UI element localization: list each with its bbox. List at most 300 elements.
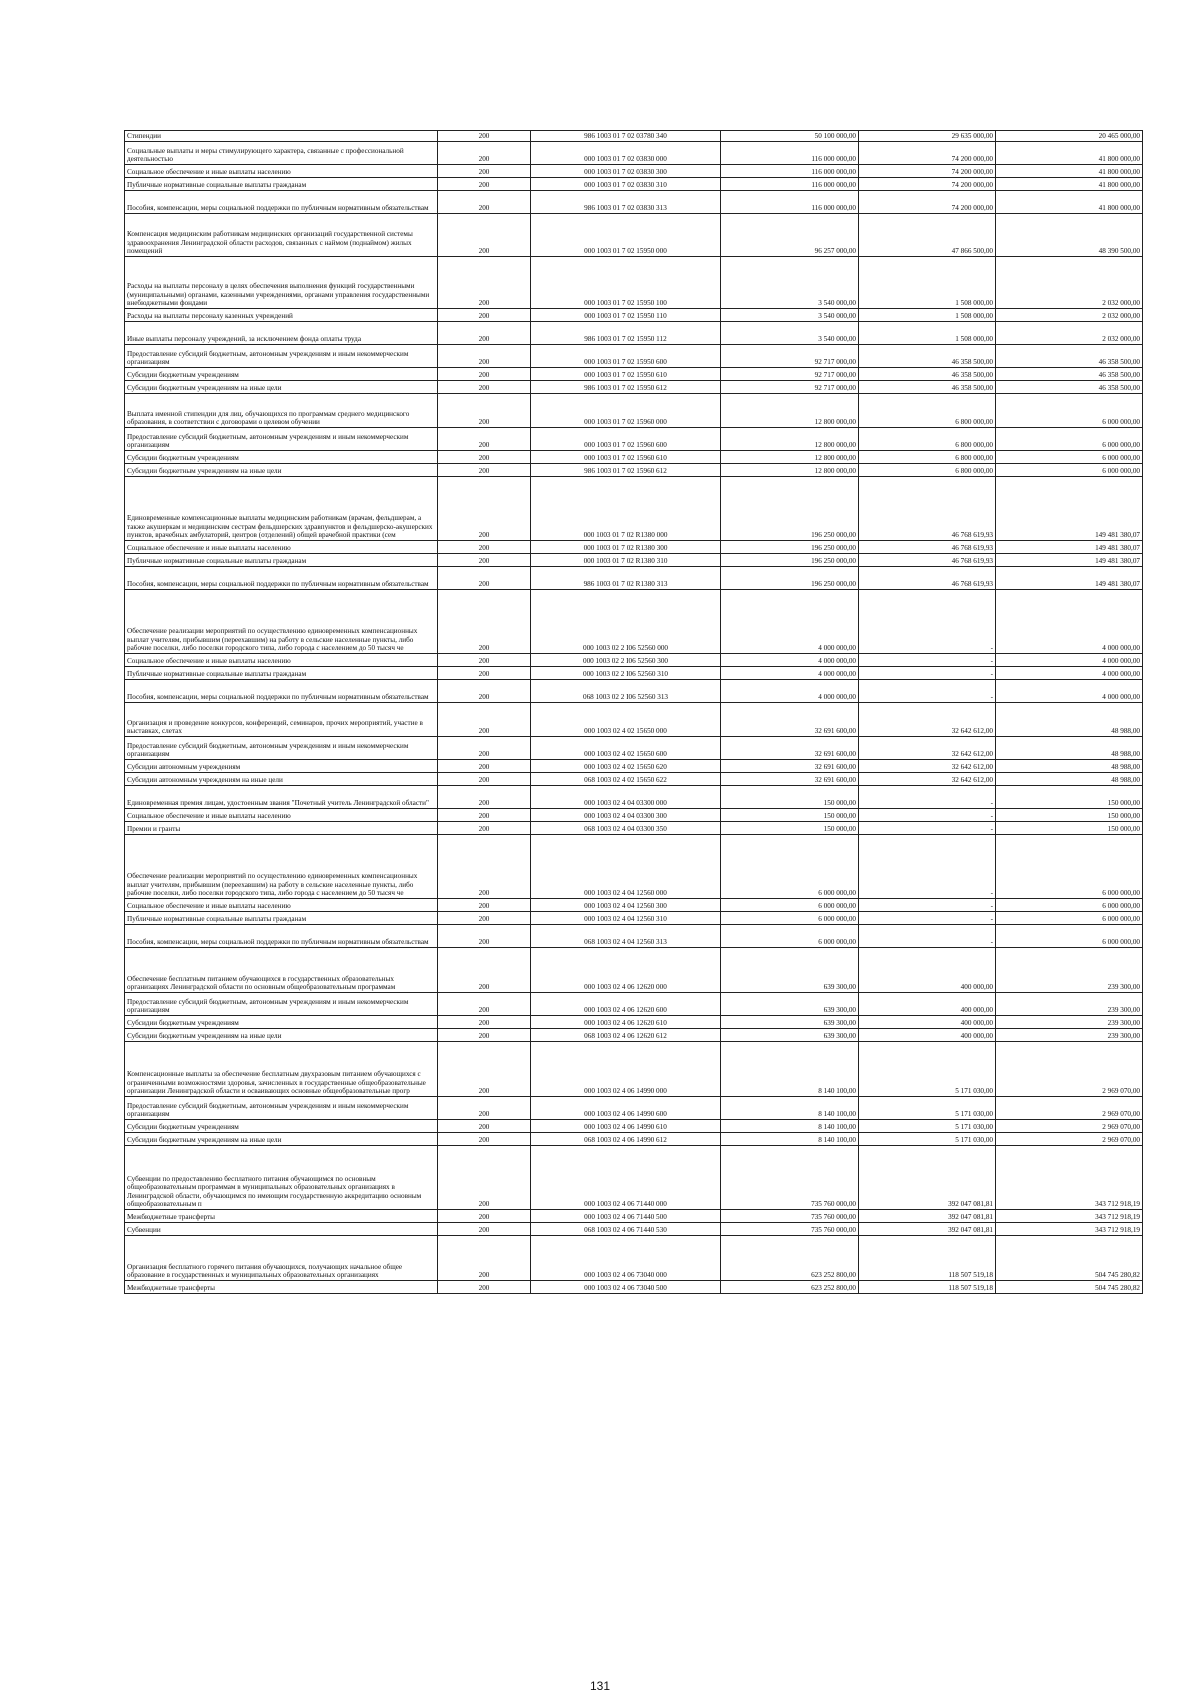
table-cell-name: Социальное обеспечение и иные выплаты населению [125,165,438,178]
table-cell-unexecuted: 2 032 000,00 [996,322,1143,345]
table-cell-executed: 1 508 000,00 [859,257,996,309]
table-row [125,554,1143,567]
table-cell-executed: 1 508 000,00 [859,309,996,322]
table-cell-name: Субсидии автономным учреждениям на иные цели [125,773,438,786]
table-cell-name: Единовременная премия лицам, удостоенным звания "Почетный учитель Ленинградской области" [125,786,438,809]
table-cell-approved: 32 691 600,00 [721,703,859,737]
table-cell-code: 200 [438,590,531,654]
table-cell-executed: - [859,680,996,703]
table-cell-code: 200 [438,925,531,948]
table-cell-unexecuted: 2 969 070,00 [996,1097,1143,1120]
table-cell-executed: 46 358 500,00 [859,381,996,394]
table-cell-executed: 46 768 619,93 [859,567,996,590]
table-cell-csr: 000 1003 02 4 04 12560 300 [531,899,721,912]
table-row [125,345,1143,368]
table-row [125,737,1143,760]
table-cell-unexecuted: 239 300,00 [996,993,1143,1016]
table-cell-approved: 4 000 000,00 [721,680,859,703]
table-cell-approved: 639 300,00 [721,993,859,1016]
table-cell-csr: 000 1003 02 4 06 14990 610 [531,1120,721,1133]
table-cell-name: Социальное обеспечение и иные выплаты населению [125,654,438,667]
table-cell-code: 200 [438,1133,531,1146]
table-row [125,309,1143,322]
table-cell-approved: 8 140 100,00 [721,1097,859,1120]
table-cell-code: 200 [438,142,531,165]
table-row [125,760,1143,773]
table-cell-code: 200 [438,809,531,822]
table-cell-unexecuted: 149 481 380,07 [996,567,1143,590]
table-cell-csr: 000 1003 02 4 06 73040 500 [531,1281,721,1294]
table-row [125,451,1143,464]
table-cell-approved: 196 250 000,00 [721,567,859,590]
table-cell-csr: 000 1003 01 7 02 R1380 000 [531,477,721,541]
table-cell-code: 200 [438,191,531,214]
table-cell-executed: 32 642 612,00 [859,703,996,737]
table-cell-csr: 000 1003 01 7 02 15960 000 [531,394,721,428]
table-cell-unexecuted: 6 000 000,00 [996,464,1143,477]
table-cell-csr: 000 1003 02 4 02 15650 600 [531,737,721,760]
table-cell-code: 200 [438,1210,531,1223]
table-cell-csr: 000 1003 01 7 02 15960 600 [531,428,721,451]
table-cell-code: 200 [438,1146,531,1210]
table-cell-code: 200 [438,835,531,899]
table-cell-executed: 400 000,00 [859,1029,996,1042]
table-row [125,322,1143,345]
table-cell-approved: 639 300,00 [721,948,859,993]
table-row [125,1016,1143,1029]
table-cell-code: 200 [438,899,531,912]
table-cell-code: 200 [438,1236,531,1281]
table-cell-code: 200 [438,428,531,451]
table-cell-unexecuted: 504 745 280,82 [996,1281,1143,1294]
table-cell-code: 200 [438,737,531,760]
table-row [125,178,1143,191]
table-cell-approved: 6 000 000,00 [721,925,859,948]
table-cell-name: Пособия, компенсации, меры социальной поддержки по публичным нормативным обязательствам [125,925,438,948]
table-row [125,381,1143,394]
table-cell-code: 200 [438,1097,531,1120]
table-cell-name: Пособия, компенсации, меры социальной поддержки по публичным нормативным обязательствам [125,567,438,590]
table-cell-csr: 000 1003 01 7 02 15950 610 [531,368,721,381]
table-cell-unexecuted: 6 000 000,00 [996,394,1143,428]
table-cell-name: Единовременные компенсационные выплаты медицинским работникам (врачам, фельдшерам, а также акушеркам и медицинским сестрам фельдшерских здравпунктов и фельдшерско-акушерских пунктов, врачебных амбулаторий, центров (отделений) общей врачебной практики (сем [125,477,438,541]
table-cell-code: 200 [438,786,531,809]
table-cell-name: Организация бесплатного горячего питания обучающихся, получающих начальное общее образование в государственных и муниципальных образовательных организациях [125,1236,438,1281]
table-row [125,773,1143,786]
table-cell-name: Субсидии бюджетным учреждениям на иные цели [125,381,438,394]
table-cell-csr: 068 1003 02 4 04 03300 350 [531,822,721,835]
table-row [125,541,1143,554]
table-row [125,1133,1143,1146]
table-cell-name: Обеспечение реализации мероприятий по осуществлению единовременных компенсационных выплат учителям, прибывшим (переехавшим) на работу в сельские населенные пункты, либо рабочие поселки, либо поселки городского типа, либо города с населением до 50 тысяч че [125,590,438,654]
table-cell-name: Субсидии бюджетным учреждениям [125,451,438,464]
table-cell-unexecuted: 239 300,00 [996,1016,1143,1029]
table-row [125,822,1143,835]
table-cell-name: Компенсационные выплаты за обеспечение бесплатным двухразовым питанием обучающихся с ограниченными возможностями здоровья, зачисленных в государственные общеобразовательные организации Ленинградской области и осваивающих основные общеобразовательные прогр [125,1042,438,1097]
table-cell-executed: 74 200 000,00 [859,165,996,178]
table-cell-approved: 50 100 000,00 [721,131,859,142]
table-row [125,214,1143,257]
table-cell-name: Предоставление субсидий бюджетным, автономным учреждениям и иным некоммерческим организациям [125,737,438,760]
table-row [125,835,1143,899]
table-cell-approved: 150 000,00 [721,822,859,835]
table-cell-csr: 068 1003 02 4 04 12560 313 [531,925,721,948]
table-cell-unexecuted: 6 000 000,00 [996,925,1143,948]
table-cell-executed: 5 171 030,00 [859,1042,996,1097]
table-cell-csr: 000 1003 02 4 02 15650 000 [531,703,721,737]
table-cell-unexecuted: 2 969 070,00 [996,1042,1143,1097]
table-cell-code: 200 [438,1016,531,1029]
table-cell-name: Иные выплаты персоналу учреждений, за исключением фонда оплаты труда [125,322,438,345]
table-cell-code: 200 [438,1120,531,1133]
table-cell-approved: 32 691 600,00 [721,773,859,786]
table-row [125,590,1143,654]
table-cell-approved: 735 760 000,00 [721,1210,859,1223]
table-cell-executed: 6 800 000,00 [859,394,996,428]
table-cell-approved: 116 000 000,00 [721,165,859,178]
table-cell-csr: 000 1003 01 7 02 15950 000 [531,214,721,257]
table-cell-approved: 735 760 000,00 [721,1223,859,1236]
table-cell-name: Субвенции по предоставлению бесплатного питания обучающимся по основным общеобразовательным программам в муниципальных образовательных организациях в Ленинградской области, обучающимся по имеющим государственную аккредитацию основным общеобразовательным п [125,1146,438,1210]
table-cell-executed: 5 171 030,00 [859,1120,996,1133]
table-row [125,654,1143,667]
table-cell-csr: 000 1003 01 7 02 15960 610 [531,451,721,464]
table-cell-csr: 000 1003 02 4 02 15650 620 [531,760,721,773]
table-cell-unexecuted: 6 000 000,00 [996,835,1143,899]
table-cell-name: Социальное обеспечение и иные выплаты населению [125,809,438,822]
table-row [125,368,1143,381]
table-cell-csr: 000 1003 02 4 04 03300 000 [531,786,721,809]
table-cell-approved: 12 800 000,00 [721,464,859,477]
table-cell-executed: - [859,809,996,822]
table-cell-unexecuted: 150 000,00 [996,786,1143,809]
table-cell-approved: 12 800 000,00 [721,451,859,464]
table-cell-csr: 000 1003 01 7 02 R1380 310 [531,554,721,567]
table-cell-code: 200 [438,948,531,993]
table-body [125,131,1143,1294]
table-cell-name: Субсидии бюджетным учреждениям [125,1016,438,1029]
table-cell-unexecuted: 20 465 000,00 [996,131,1143,142]
table-cell-code: 200 [438,680,531,703]
table-cell-unexecuted: 41 800 000,00 [996,165,1143,178]
table-cell-approved: 96 257 000,00 [721,214,859,257]
table-cell-unexecuted: 149 481 380,07 [996,477,1143,541]
table-row [125,925,1143,948]
table-cell-csr: 986 1003 01 7 02 15950 112 [531,322,721,345]
table-cell-csr: 000 1003 02 4 04 03300 300 [531,809,721,822]
table-row [125,464,1143,477]
table-cell-approved: 6 000 000,00 [721,899,859,912]
table-cell-csr: 000 1003 02 4 06 12620 000 [531,948,721,993]
table-cell-csr: 986 1003 01 7 02 03780 340 [531,131,721,142]
table-cell-name: Предоставление субсидий бюджетным, автономным учреждениям и иным некоммерческим организациям [125,993,438,1016]
table-cell-executed: 118 507 519,18 [859,1281,996,1294]
table-cell-approved: 6 000 000,00 [721,835,859,899]
table-cell-approved: 735 760 000,00 [721,1146,859,1210]
table-cell-csr: 000 1003 02 4 06 12620 610 [531,1016,721,1029]
table-row [125,567,1143,590]
table-cell-csr: 986 1003 01 7 02 R1380 313 [531,567,721,590]
table-cell-code: 200 [438,1281,531,1294]
table-row [125,680,1143,703]
table-cell-approved: 4 000 000,00 [721,590,859,654]
table-cell-approved: 196 250 000,00 [721,554,859,567]
table-cell-approved: 639 300,00 [721,1029,859,1042]
table-cell-approved: 116 000 000,00 [721,142,859,165]
table-cell-approved: 12 800 000,00 [721,428,859,451]
table-cell-csr: 986 1003 01 7 02 15950 612 [531,381,721,394]
table-cell-approved: 92 717 000,00 [721,345,859,368]
table-cell-name: Публичные нормативные социальные выплаты гражданам [125,667,438,680]
table-cell-executed: 392 047 081,81 [859,1223,996,1236]
table-cell-approved: 196 250 000,00 [721,477,859,541]
table-row [125,993,1143,1016]
table-cell-executed: 46 768 619,93 [859,541,996,554]
table-cell-unexecuted: 6 000 000,00 [996,899,1143,912]
table-cell-unexecuted: 48 988,00 [996,703,1143,737]
table-cell-unexecuted: 2 969 070,00 [996,1133,1143,1146]
table-cell-executed: - [859,925,996,948]
table-cell-unexecuted: 504 745 280,82 [996,1236,1143,1281]
table-cell-executed: - [859,654,996,667]
table-row [125,394,1143,428]
table-cell-name: Организация и проведение конкурсов, конференций, семинаров, прочих мероприятий, участие в выставках, слетах [125,703,438,737]
table-cell-approved: 116 000 000,00 [721,178,859,191]
table-cell-unexecuted: 6 000 000,00 [996,428,1143,451]
table-cell-executed: 392 047 081,81 [859,1146,996,1210]
table-cell-code: 200 [438,1029,531,1042]
table-cell-executed: 6 800 000,00 [859,428,996,451]
table-cell-name: Межбюджетные трансферты [125,1210,438,1223]
table-cell-csr: 986 1003 01 7 02 03830 313 [531,191,721,214]
table-cell-csr: 000 1003 02 2 I06 52560 310 [531,667,721,680]
table-cell-code: 200 [438,703,531,737]
table-cell-csr: 000 1003 01 7 02 03830 300 [531,165,721,178]
table-cell-name: Пособия, компенсации, меры социальной поддержки по публичным нормативным обязательствам [125,191,438,214]
table-cell-name: Субсидии бюджетным учреждениям [125,1120,438,1133]
table-cell-executed: 47 866 500,00 [859,214,996,257]
table-cell-unexecuted: 41 800 000,00 [996,178,1143,191]
table-cell-csr: 068 1003 02 4 02 15650 622 [531,773,721,786]
table-cell-executed: 400 000,00 [859,993,996,1016]
table-row [125,165,1143,178]
table-row [125,191,1143,214]
table-cell-approved: 3 540 000,00 [721,309,859,322]
table-cell-executed: - [859,786,996,809]
table-cell-name: Расходы на выплаты персоналу в целях обеспечения выполнения функций государственными (муниципальными) органами, казенными учреждениями, органами управления государственными внебюджетными фондами [125,257,438,309]
table-cell-unexecuted: 48 988,00 [996,760,1143,773]
table-cell-unexecuted: 41 800 000,00 [996,191,1143,214]
table-cell-approved: 3 540 000,00 [721,257,859,309]
table-cell-code: 200 [438,394,531,428]
table-cell-code: 200 [438,131,531,142]
table-cell-code: 200 [438,993,531,1016]
table-cell-unexecuted: 2 032 000,00 [996,309,1143,322]
table-cell-unexecuted: 6 000 000,00 [996,912,1143,925]
table-cell-unexecuted: 4 000 000,00 [996,680,1143,703]
table-cell-unexecuted: 149 481 380,07 [996,554,1143,567]
table-cell-name: Межбюджетные трансферты [125,1281,438,1294]
table-cell-code: 200 [438,541,531,554]
table-cell-name: Публичные нормативные социальные выплаты гражданам [125,912,438,925]
table-cell-name: Субсидии бюджетным учреждениям на иные цели [125,464,438,477]
table-cell-code: 200 [438,667,531,680]
table-cell-name: Расходы на выплаты персоналу казенных учреждений [125,309,438,322]
table-cell-unexecuted: 48 988,00 [996,737,1143,760]
table-cell-csr: 068 1003 02 4 06 12620 612 [531,1029,721,1042]
table-cell-approved: 116 000 000,00 [721,191,859,214]
table-cell-approved: 623 252 800,00 [721,1236,859,1281]
table-cell-name: Премии и гранты [125,822,438,835]
table-cell-code: 200 [438,368,531,381]
table-cell-approved: 92 717 000,00 [721,381,859,394]
table-cell-unexecuted: 4 000 000,00 [996,654,1143,667]
table-cell-unexecuted: 41 800 000,00 [996,142,1143,165]
table-cell-unexecuted: 239 300,00 [996,1029,1143,1042]
table-cell-approved: 32 691 600,00 [721,760,859,773]
table-cell-executed: - [859,912,996,925]
table-row [125,131,1143,142]
table-cell-executed: 46 768 619,93 [859,554,996,567]
table-cell-approved: 150 000,00 [721,809,859,822]
table-cell-code: 200 [438,178,531,191]
table-row [125,428,1143,451]
table-cell-code: 200 [438,554,531,567]
table-cell-csr: 000 1003 02 2 I06 52560 000 [531,590,721,654]
table-row [125,667,1143,680]
table-cell-approved: 196 250 000,00 [721,541,859,554]
table-cell-approved: 4 000 000,00 [721,654,859,667]
table-cell-code: 200 [438,214,531,257]
table-cell-name: Пособия, компенсации, меры социальной поддержки по публичным нормативным обязательствам [125,680,438,703]
table-cell-executed: 74 200 000,00 [859,191,996,214]
table-cell-code: 200 [438,1042,531,1097]
table-row [125,1097,1143,1120]
table-cell-csr: 000 1003 02 4 06 14990 000 [531,1042,721,1097]
table-cell-code: 200 [438,165,531,178]
table-cell-unexecuted: 149 481 380,07 [996,541,1143,554]
table-cell-approved: 8 140 100,00 [721,1133,859,1146]
table-row [125,786,1143,809]
table-cell-csr: 000 1003 02 4 06 71440 000 [531,1146,721,1210]
table-cell-approved: 623 252 800,00 [721,1281,859,1294]
table-cell-executed: 400 000,00 [859,948,996,993]
table-row [125,1236,1143,1281]
table-cell-unexecuted: 46 358 500,00 [996,345,1143,368]
table-cell-csr: 000 1003 02 4 04 12560 000 [531,835,721,899]
table-cell-executed: 46 358 500,00 [859,368,996,381]
table-cell-name: Стипендии [125,131,438,142]
table-row [125,1146,1143,1210]
table-row [125,257,1143,309]
table-row [125,912,1143,925]
table-row [125,948,1143,993]
table-cell-unexecuted: 2 032 000,00 [996,257,1143,309]
table-cell-executed: 6 800 000,00 [859,464,996,477]
table-row [125,703,1143,737]
table-cell-name: Субсидии бюджетным учреждениям на иные цели [125,1029,438,1042]
table-cell-executed: 74 200 000,00 [859,142,996,165]
table-cell-unexecuted: 48 988,00 [996,773,1143,786]
table-cell-code: 200 [438,760,531,773]
table-cell-code: 200 [438,654,531,667]
table-row [125,1120,1143,1133]
table-cell-executed: 32 642 612,00 [859,737,996,760]
table-cell-executed: 46 768 619,93 [859,477,996,541]
table-row [125,1210,1143,1223]
table-cell-code: 200 [438,477,531,541]
table-cell-code: 200 [438,1223,531,1236]
page-number: 131 [589,1679,611,1693]
table-cell-unexecuted: 343 712 918,19 [996,1223,1143,1236]
table-cell-executed: - [859,835,996,899]
table-cell-unexecuted: 150 000,00 [996,822,1143,835]
table-cell-name: Субвенции [125,1223,438,1236]
table-cell-name: Предоставление субсидий бюджетным, автономным учреждениям и иным некоммерческим организациям [125,345,438,368]
table-cell-executed: 1 508 000,00 [859,322,996,345]
table-cell-csr: 000 1003 01 7 02 15950 100 [531,257,721,309]
table-cell-csr: 000 1003 01 7 02 R1380 300 [531,541,721,554]
table-cell-unexecuted: 48 390 500,00 [996,214,1143,257]
table-cell-code: 200 [438,822,531,835]
table-cell-executed: 392 047 081,81 [859,1210,996,1223]
table-cell-unexecuted: 46 358 500,00 [996,381,1143,394]
table-cell-name: Предоставление субсидий бюджетным, автономным учреждениям и иным некоммерческим организациям [125,1097,438,1120]
table-cell-executed: 400 000,00 [859,1016,996,1029]
table-cell-executed: 118 507 519,18 [859,1236,996,1281]
table-cell-executed: - [859,822,996,835]
table-cell-csr: 000 1003 02 4 04 12560 310 [531,912,721,925]
table-cell-executed: 6 800 000,00 [859,451,996,464]
table-cell-csr: 000 1003 02 4 06 14990 600 [531,1097,721,1120]
table-cell-csr: 986 1003 01 7 02 15960 612 [531,464,721,477]
table-cell-approved: 6 000 000,00 [721,912,859,925]
table-cell-approved: 8 140 100,00 [721,1120,859,1133]
table-cell-name: Субсидии бюджетным учреждениям на иные цели [125,1133,438,1146]
table-cell-approved: 32 691 600,00 [721,737,859,760]
table-cell-name: Обеспечение реализации мероприятий по осуществлению единовременных компенсационных выплат учителям, прибывшим (переехавшим) на работу в сельские населенные пункты, либо рабочие поселки, либо поселки городского типа, либо города с населением до 50 тысяч че [125,835,438,899]
table-cell-csr: 000 1003 02 4 06 71440 500 [531,1210,721,1223]
table-cell-executed: 32 642 612,00 [859,760,996,773]
table-cell-approved: 3 540 000,00 [721,322,859,345]
table-cell-csr: 000 1003 01 7 02 15950 600 [531,345,721,368]
table-cell-executed: - [859,899,996,912]
table-cell-code: 200 [438,451,531,464]
table-cell-csr: 000 1003 02 2 I06 52560 300 [531,654,721,667]
table-cell-approved: 92 717 000,00 [721,368,859,381]
table-cell-executed: 29 635 000,00 [859,131,996,142]
table-row [125,477,1143,541]
table-cell-approved: 150 000,00 [721,786,859,809]
table-cell-executed: 46 358 500,00 [859,345,996,368]
table-cell-code: 200 [438,773,531,786]
table-cell-name: Социальное обеспечение и иные выплаты населению [125,899,438,912]
table-cell-name: Социальные выплаты и меры стимулирующего характера, связанные с профессиональной деятельностью [125,142,438,165]
table-cell-executed: 5 171 030,00 [859,1133,996,1146]
table-cell-unexecuted: 46 358 500,00 [996,368,1143,381]
table-row [125,1029,1143,1042]
table-cell-unexecuted: 6 000 000,00 [996,451,1143,464]
table-cell-approved: 8 140 100,00 [721,1042,859,1097]
table-cell-code: 200 [438,567,531,590]
table-cell-code: 200 [438,309,531,322]
table-row [125,899,1143,912]
table-cell-unexecuted: 343 712 918,19 [996,1146,1143,1210]
table-cell-name: Социальное обеспечение и иные выплаты населению [125,541,438,554]
table-cell-csr: 068 1003 02 4 06 71440 530 [531,1223,721,1236]
table-row [125,1281,1143,1294]
table-cell-name: Публичные нормативные социальные выплаты гражданам [125,178,438,191]
